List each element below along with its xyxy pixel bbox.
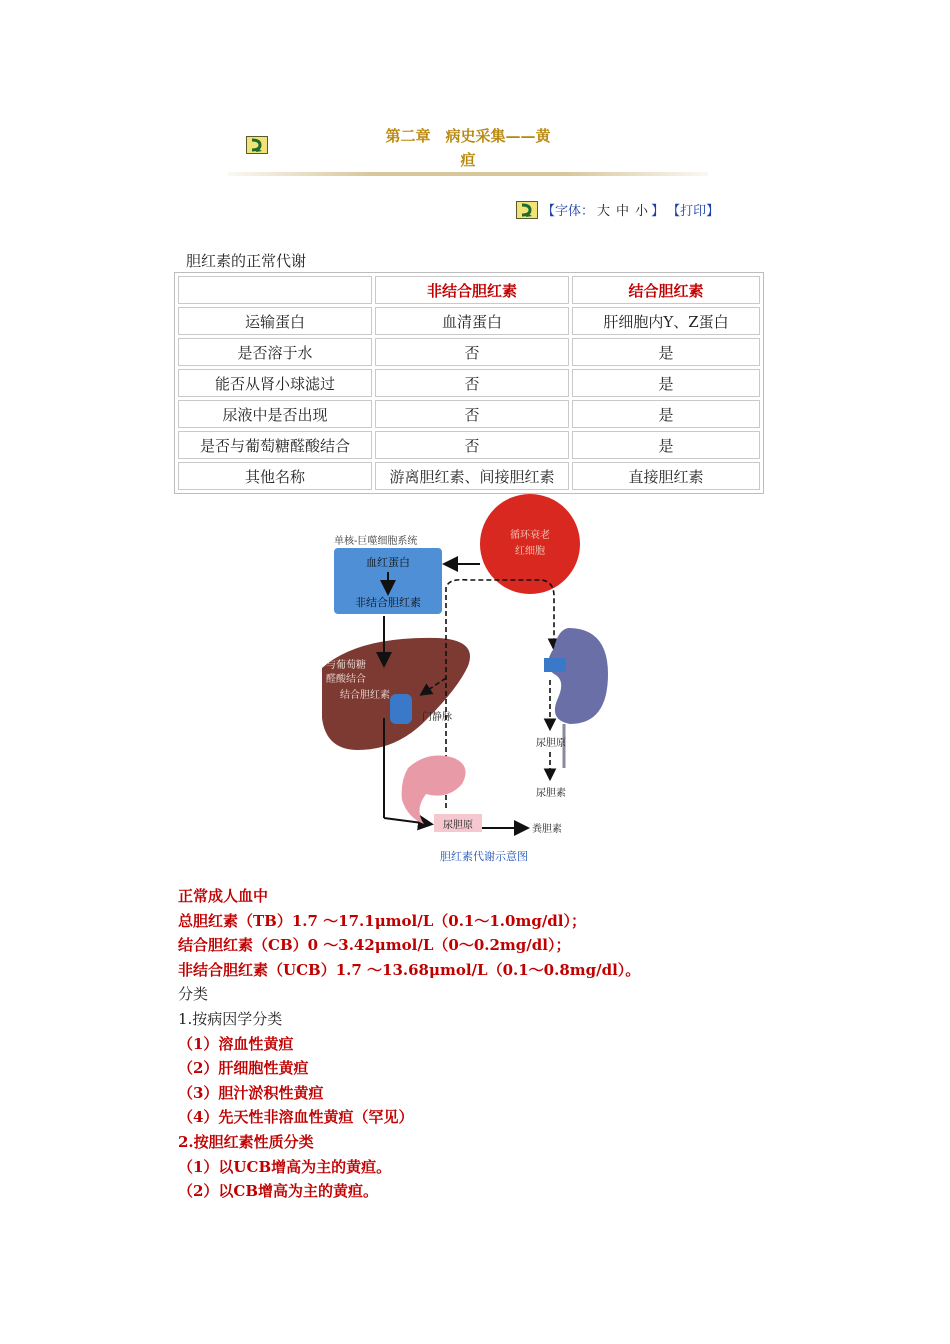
- urobilinogen-kidney-label: 尿胆原: [536, 738, 566, 749]
- table-cell: 其他名称: [178, 462, 372, 490]
- info-line: （2）肝细胞性黄疸: [178, 1059, 309, 1078]
- kidney-shape: [548, 628, 608, 724]
- table-row: [178, 369, 760, 397]
- info-line: （1）溶血性黄疸: [178, 1034, 294, 1053]
- table-cell: 是: [572, 431, 760, 459]
- rbc-label-1: 循环衰老: [510, 530, 550, 541]
- table-cell: 否: [375, 400, 569, 428]
- info-line: 非结合胆红素（UCB）1.7 ～13.68μmol/L（0.1～0.8mg/dl）。: [178, 960, 641, 979]
- liver-label-1: 与葡萄糖: [326, 660, 366, 671]
- table-cell: 否: [375, 431, 569, 459]
- info-line: 2.按胆红素性质分类: [178, 1132, 314, 1151]
- table-cell: 运输蛋白: [178, 307, 372, 335]
- reference-values: [178, 884, 640, 1204]
- liver-label-2: 醛酸结合: [326, 674, 366, 685]
- table-cell: 肝细胞内Y、Z蛋白: [572, 307, 760, 335]
- table-caption: 胆红素的正常代谢: [186, 252, 307, 270]
- table-header-cell: [178, 276, 372, 304]
- table-row: [178, 338, 760, 366]
- info-line: 正常成人血中: [178, 887, 269, 905]
- liver-label-3: 结合胆红素: [340, 690, 390, 701]
- page-title: [300, 124, 636, 172]
- info-line: 分类: [178, 985, 209, 1004]
- rbc-circle: [480, 494, 580, 594]
- portal-vein-label: 门静脉: [422, 712, 452, 723]
- font-small-link[interactable]: 小: [635, 204, 649, 219]
- info-line: （4）先天性非溶血性黄疸（罕见）: [178, 1108, 414, 1127]
- table-header-cell: 结合胆红素: [572, 276, 760, 304]
- table-row: [178, 462, 760, 490]
- toolbar: [516, 200, 722, 219]
- info-line: 1.按病因学分类: [178, 1009, 283, 1028]
- bilirubin-table: [174, 272, 764, 494]
- font-medium-link[interactable]: 中: [616, 204, 630, 219]
- title-divider: [228, 172, 708, 176]
- page-title-line1: 第二章 病史采集——黄: [385, 127, 551, 145]
- page-title-line2: 疸: [460, 151, 476, 169]
- font-size-close: 】: [651, 204, 665, 219]
- info-line: 总胆红素（TB）1.7 ～17.1μmol/L（0.1～1.0mg/dl）；: [178, 911, 586, 930]
- table-cell: 是: [572, 369, 760, 397]
- info-line: 结合胆红素（CB）0 ～3.42μmol/L（0～0.2mg/dl）；: [178, 936, 571, 955]
- table-cell: 是: [572, 400, 760, 428]
- urobilin-label: 尿胆素: [536, 788, 566, 799]
- arrow-icon: [516, 201, 538, 219]
- table-cell: 是否溶于水: [178, 338, 372, 366]
- table-cell: 否: [375, 338, 569, 366]
- urobilinogen-gut-label: 尿胆原: [443, 820, 473, 831]
- table-header-cell: 非结合胆红素: [375, 276, 569, 304]
- info-line: （2）以CB增高为主的黄疸。: [178, 1182, 379, 1201]
- font-large-link[interactable]: 大: [597, 204, 611, 219]
- table-cell: 游离胆红素、间接胆红素: [375, 462, 569, 490]
- bilirubin-metabolism-diagram: [318, 488, 618, 868]
- table-header-row: [178, 276, 760, 304]
- info-line: （3）胆汁淤积性黄疸: [178, 1083, 324, 1102]
- table-cell: 能否从肾小球滤过: [178, 369, 372, 397]
- font-size-label: 【字体：: [542, 204, 595, 219]
- portal-vein-shape: [390, 694, 412, 724]
- table-cell: 否: [375, 369, 569, 397]
- unconjugated-label: 非结合胆红素: [355, 596, 421, 609]
- table-cell: 是否与葡萄糖醛酸结合: [178, 431, 372, 459]
- intestine-shape: [402, 756, 466, 824]
- table-cell: 直接胆红素: [572, 462, 760, 490]
- table-cell: 尿液中是否出现: [178, 400, 372, 428]
- hemoglobin-label: 血红蛋白: [366, 556, 410, 569]
- info-line: （1）以UCB增高为主的黄疸。: [178, 1157, 392, 1176]
- table-row: [178, 400, 760, 428]
- print-link[interactable]: 【打印】: [667, 204, 720, 219]
- table-row: [178, 431, 760, 459]
- diagram-caption: 胆红素代谢示意图: [440, 850, 528, 863]
- table-row: [178, 307, 760, 335]
- system-label: 单核-巨噬细胞系统: [334, 536, 418, 547]
- arrow-icon: [246, 136, 268, 154]
- table-cell: 是: [572, 338, 760, 366]
- table-cell: 血清蛋白: [375, 307, 569, 335]
- stercobilin-label: 粪胆素: [532, 824, 562, 835]
- rbc-label-2: 红细胞: [515, 546, 545, 557]
